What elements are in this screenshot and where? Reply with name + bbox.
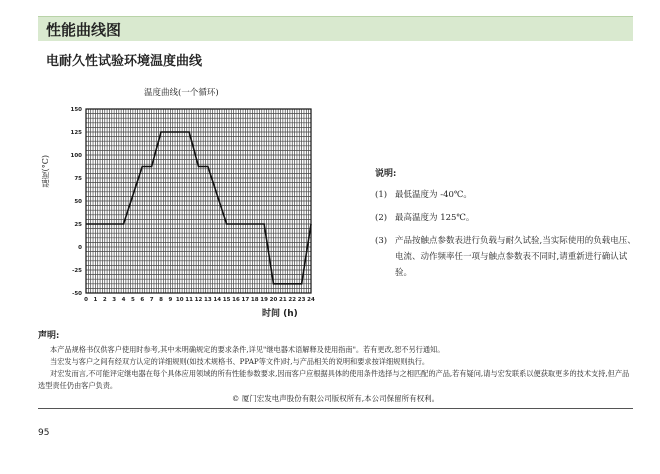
note-text: 最低温度为 -40℃。 bbox=[395, 190, 472, 200]
x-tick-label: 3 bbox=[112, 297, 117, 303]
y-tick-label: 125 bbox=[70, 130, 82, 136]
note-text: 最高温度为 125℃。 bbox=[395, 213, 475, 223]
note-number: (2) bbox=[375, 213, 388, 223]
x-tick-label: 19 bbox=[260, 297, 268, 303]
x-tick-label: 14 bbox=[213, 297, 222, 303]
x-axis-label: 时间 (h) bbox=[262, 309, 298, 319]
x-tick-label: 1 bbox=[93, 297, 98, 303]
x-tick-label: 4 bbox=[121, 297, 126, 303]
note-item bbox=[375, 187, 637, 203]
x-tick-label: 21 bbox=[279, 297, 287, 303]
note-item bbox=[375, 210, 637, 226]
y-tick-label: -50 bbox=[72, 291, 82, 297]
x-tick-label: 12 bbox=[194, 297, 203, 303]
x-tick-label: 0 bbox=[84, 297, 88, 303]
x-tick-label: 9 bbox=[168, 297, 173, 303]
x-tick-label: 20 bbox=[269, 297, 278, 303]
y-tick-label: -25 bbox=[72, 268, 82, 274]
notes-title: 说明: bbox=[375, 169, 397, 179]
x-tick-label: 6 bbox=[140, 297, 145, 303]
declaration-title: 声明: bbox=[38, 331, 60, 341]
declaration-line: 当宏发与客户之间有经双方认定的详细规则(如技术规格书、PPAP等文件)时,与产品相关的说明和要求按详细规则执行。 bbox=[50, 357, 430, 366]
section-title: 性能曲线图 bbox=[46, 21, 122, 39]
x-tick-label: 22 bbox=[288, 297, 297, 303]
x-tick-label: 2 bbox=[102, 297, 107, 303]
page-subtitle: 电耐久性试验环境温度曲线 bbox=[46, 54, 203, 69]
note-number: (1) bbox=[375, 190, 388, 200]
y-tick-label: 50 bbox=[74, 199, 82, 205]
x-tick-label: 8 bbox=[159, 297, 163, 303]
x-tick-label: 5 bbox=[130, 297, 135, 303]
copyright-notice: © 厦门宏发电声股份有限公司版权所有,本公司保留所有权利。 bbox=[231, 394, 440, 403]
x-tick-label: 15 bbox=[222, 297, 231, 303]
x-tick-label: 11 bbox=[185, 297, 193, 303]
declaration-line: 对宏发而言,不可能评定继电器在每个具体应用领域的所有性能参数要求,因而客户应根据具体的使用条件选择与之相匹配的产品,若有疑问,请与宏发联系以便获取更多的技术支持,但产品选型责任仍由客户负责。 bbox=[38, 369, 630, 390]
y-tick-label: 0 bbox=[78, 245, 82, 251]
declaration-line: 本产品规格书仅供客户使用时参考,其中未明确规定的要求条件,详见"继电器术语解释及使用指南"。若有更改,恕不另行通知。 bbox=[50, 345, 445, 354]
note-item bbox=[375, 233, 637, 281]
x-tick-label: 23 bbox=[297, 297, 306, 303]
x-tick-label: 7 bbox=[149, 297, 154, 303]
footer-divider bbox=[38, 408, 633, 409]
y-tick-label: 150 bbox=[70, 107, 82, 113]
chart-title: 温度曲线(一个循环) bbox=[144, 88, 219, 98]
declaration bbox=[38, 330, 633, 392]
x-tick-label: 10 bbox=[175, 297, 184, 303]
y-axis-label: 温度(°C) bbox=[41, 155, 50, 188]
x-tick-label: 24 bbox=[307, 297, 315, 303]
note-text: 产品按触点参数表进行负载与耐久试验,当实际使用的负载电压、电流、动作频率任一项与触点参数表不同时,请重新进行确认试验。 bbox=[395, 236, 636, 278]
y-tick-label: 75 bbox=[74, 176, 82, 182]
x-tick-label: 18 bbox=[250, 297, 259, 303]
x-tick-label: 17 bbox=[241, 297, 250, 303]
x-tick-label: 16 bbox=[232, 297, 240, 303]
y-tick-label: 25 bbox=[74, 222, 82, 228]
note-number: (3) bbox=[375, 236, 388, 246]
y-tick-label: 100 bbox=[70, 153, 82, 159]
x-tick-label: 13 bbox=[204, 297, 212, 303]
page-number: 95 bbox=[38, 428, 50, 438]
notes-panel bbox=[375, 166, 637, 288]
